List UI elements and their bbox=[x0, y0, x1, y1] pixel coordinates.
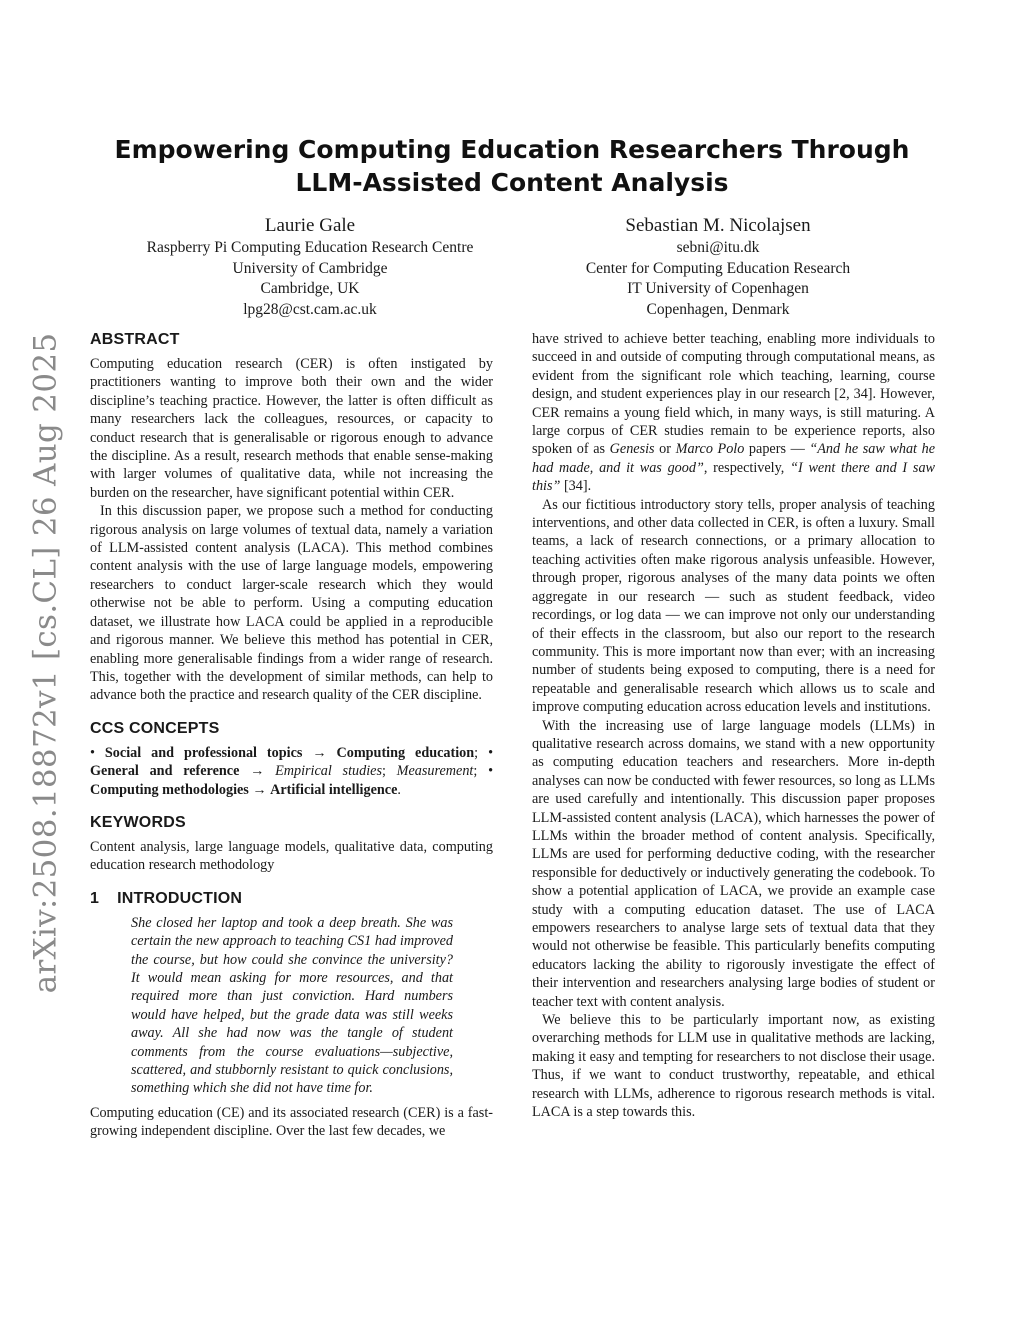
ccs-concepts: • Social and professional topics → Computing education; • General and reference → Empirical studies; Measurement; • Computing methodologies → Artificial intelligence. bbox=[90, 744, 494, 798]
author-affiliation: IT University of Copenhagen bbox=[627, 280, 809, 297]
paper-title bbox=[100, 133, 924, 199]
title-line-1: Empowering Computing Education Researchers Through bbox=[114, 135, 910, 164]
author-email: lpg28@cst.cam.ac.uk bbox=[243, 300, 377, 318]
author-name: Laurie Gale bbox=[264, 215, 356, 236]
abstract-paragraph: In this discussion paper, we propose such a method for conducting rigorous analysis on large volumes of textual data, namely a variation of LLM-assisted content analysis (LACA). This method combines content analysis with the use of large language models, empowering researchers to conduct larger-scale research which they would otherwise not be able to perform. Using a computing education dataset, we illustrate how LACA could be applied in a reproducible and rigorous manner. We believe this method has potential in CER, enabling more generalisable findings from a wider range of research. This, together with the development of similar methods, can help to advance both the practice and research quality of the CER discipline. bbox=[90, 503, 493, 704]
abstract-heading: ABSTRACT bbox=[90, 331, 180, 348]
keywords-heading: KEYWORDS bbox=[90, 813, 186, 831]
author-block-2 bbox=[518, 214, 918, 320]
intro-epigraph: She closed her laptop and took a deep breath. She was certain the new approach to teaching CS1 had improved the course, but how could she convince the university? It would mean asking for more resources, and that required more than just conviction. Hard numbers would have helped, but the grade data was still weeks away. All she had now was the tangle of student comments from the course evaluations—subjective, scattered, and stubbornly resistant to quick conclusions, something which she did not have time for. bbox=[131, 914, 453, 1097]
title-line-2: LLM-Assisted Content Analysis bbox=[295, 168, 729, 197]
keywords-text: Content analysis, large language models, qualitative data, computing education research methodology bbox=[90, 838, 493, 874]
section-number: 1 bbox=[90, 889, 100, 907]
arxiv-sidebar bbox=[22, 332, 68, 994]
body-paragraph: With the increasing use of large language models (LLMs) in qualitative research across domains, we stand with a new opportunity as computing education teachers and researchers. More in-depth analyses can now be conducted with fewer resources, so long as LLMs are used carefully and intentionally. This discussion paper proposes LLM-assisted content analysis (LACA), which harnesses the power of LLMs within the broader method of content analysis. Specifically, LLMs are used for performing deductive coding, with the researcher responsible for deductively or inductively generating the codebook. To show a potential application of LACA, we provide an example case study with a computing education dataset. The use of LACA empowers researchers to analyse large sets of textual data that they would not otherwise be feasible. This particularly benefits computing educators lacking the ability to rigorously investigate the effect of their intervention and researchers analysing large bodies of student or teacher text with content analysis. bbox=[532, 717, 935, 1010]
body-paragraph: As our fictitious introductory story tells, proper analysis of teaching interventions, and other data collected in CER, is often a luxury. Small teams, a lack of research connections, or a primary allocation to teaching activities often make rigorous analysis unfeasible. However, through proper, rigorous analyses of the many data points we often aggregate in our research — such as student feedback, video recordings, or log data — we can improve not only our understanding of their effects in the classroom, but also our report to the research community. This is more important now than ever; with an increasing number of students being exposed to computing, there is a need for repeatable and generalisable research which allows us to scale and improve computing education across education levels and institutions. bbox=[532, 496, 935, 716]
section-title: INTRODUCTION bbox=[117, 889, 243, 907]
body-paragraph: We believe this to be particularly important now, as existing overarching methods for LLM use in qualitative methods are lacking, making it easy and tempting for researchers to not disclose their usage. Thus, if we want to conduct trustworthy, repeatable, and ethical research with LLMs, adherence to rigorous research methods is vital. LACA is a step towards this. bbox=[532, 1012, 935, 1121]
right-column bbox=[532, 330, 935, 1121]
author-location: Cambridge, UK bbox=[260, 280, 360, 297]
author-name: Sebastian M. Nicolajsen bbox=[625, 215, 811, 236]
intro-paragraph: Computing education (CE) and its associated research (CER) is a fast-growing independent discipline. Over the last few decades, we bbox=[90, 1104, 493, 1140]
abstract-paragraph: Computing education research (CER) is often instigated by practitioners wanting to improve both their own and the wider discipline’s teaching practice. However, the latter is often difficult as many researchers lack the colleagues, resources, or capacity to conduct research that is generalisable or rigorous enough to advance the discipline. As a result, research methods that enable sense-making with larger volumes of qualitative data, while not increasing the burden on the researcher, have significant potential within CER. bbox=[90, 356, 493, 501]
introduction-heading bbox=[90, 889, 493, 909]
ccs-heading: CCS CONCEPTS bbox=[90, 719, 220, 737]
arxiv-identifier: arXiv:2508.18872v1 [cs.CL] 26 Aug 2025 bbox=[27, 332, 63, 994]
author-block-1 bbox=[110, 214, 510, 320]
author-email: sebni@itu.dk bbox=[676, 239, 760, 256]
author-affiliation: Raspberry Pi Computing Education Research Centre bbox=[146, 239, 474, 256]
left-column bbox=[90, 330, 493, 1141]
body-paragraph: have strived to achieve better teaching, enabling more individuals to succeed in and outside of computing through computational means, as evident from the significant role which teaching, learning, course design, and student experiences play in our research [2, 34]. However, CER remains a young field which, in many ways, is still maturing. A large corpus of CER studies remain to be experience reports, also spoken of as Genesis or Marco Polo papers — “And he saw what he had made, and it was good”, respectively, “I went there and I saw this” [34]. bbox=[532, 331, 935, 495]
author-affiliation: Center for Computing Education Research bbox=[585, 259, 851, 277]
author-location: Copenhagen, Denmark bbox=[646, 300, 790, 318]
author-affiliation: University of Cambridge bbox=[232, 259, 388, 277]
